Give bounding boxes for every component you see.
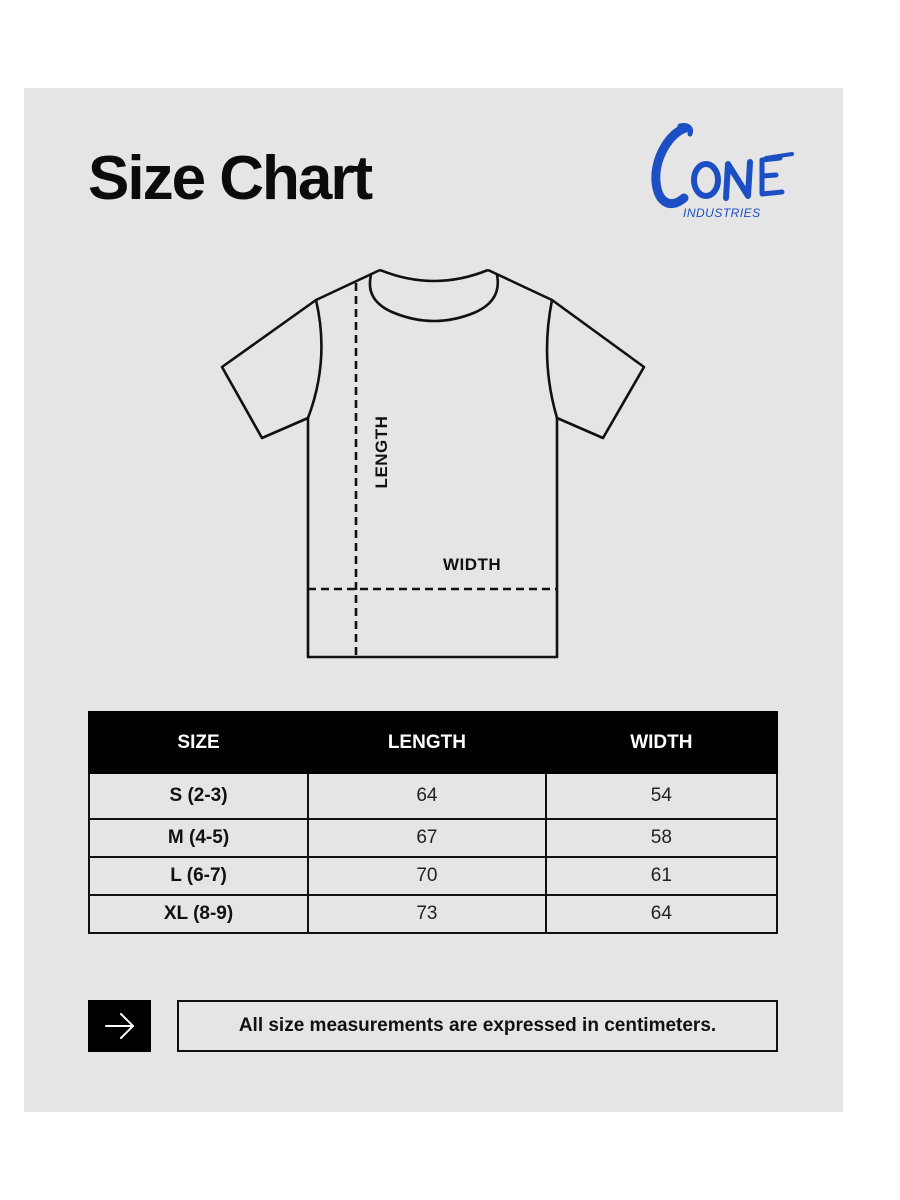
cell-width: 61 (546, 857, 777, 895)
cell-size: S (2-3) (89, 773, 308, 819)
tshirt-outline-diagram (210, 262, 660, 672)
header-size: SIZE (89, 712, 308, 773)
table-row (89, 857, 777, 895)
header-length: LENGTH (308, 712, 546, 773)
cell-width: 54 (546, 773, 777, 819)
measurement-note (177, 1000, 778, 1052)
note-text: All size measurements are expressed in centimeters. (238, 1015, 717, 1036)
size-table (88, 711, 778, 934)
table-row (89, 819, 777, 857)
cell-width: 64 (546, 895, 777, 933)
note-arrow-box (88, 1000, 151, 1052)
cell-length: 67 (308, 819, 546, 857)
table-row (89, 773, 777, 819)
cell-length: 70 (308, 857, 546, 895)
cell-size: M (4-5) (89, 819, 308, 857)
logo-subtext: INDUSTRIES (683, 206, 761, 220)
length-label: LENGTH (372, 415, 391, 489)
cell-width: 58 (546, 819, 777, 857)
cell-length: 64 (308, 773, 546, 819)
arrow-right-icon (103, 1011, 137, 1041)
width-label: WIDTH (443, 555, 502, 574)
cell-size: XL (8-9) (89, 895, 308, 933)
cell-length: 73 (308, 895, 546, 933)
header-width: WIDTH (546, 712, 777, 773)
table-header-row (89, 712, 777, 773)
table-row (89, 895, 777, 933)
page-title: Size Chart (88, 144, 372, 213)
cell-size: L (6-7) (89, 857, 308, 895)
